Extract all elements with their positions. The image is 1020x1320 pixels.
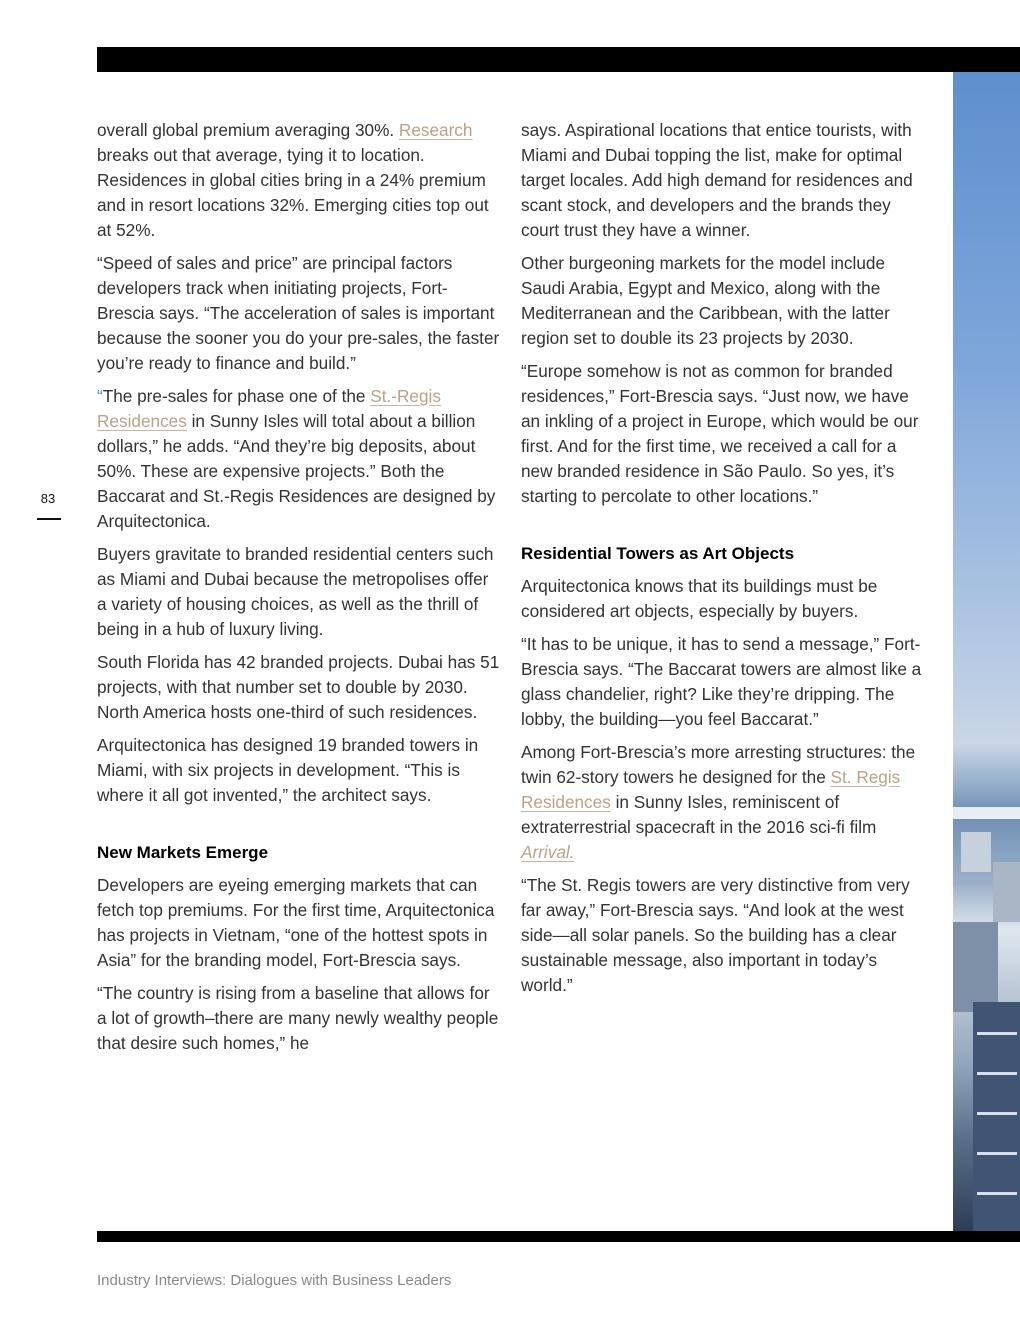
footer-publication-title: Industry Interviews: Dialogues with Business Leaders bbox=[97, 1272, 452, 1289]
section-spacer bbox=[97, 816, 502, 840]
paragraph: “Speed of sales and price” are principal factors developers track when initiating projects, Fort-Brescia says. “The acceleration of sales is important because the sooner you do your pre-sales, the faster you’re ready to finance and build.” bbox=[97, 253, 500, 373]
paragraph: “The country is rising from a baseline that allows for a lot of growth–there are many newly wealthy people that desire such homes,” he bbox=[97, 983, 499, 1053]
section-heading: Residential Towers as Art Objects bbox=[521, 544, 795, 563]
paragraph bbox=[97, 118, 502, 243]
page-number: 83 bbox=[40, 491, 56, 506]
city-skyline-photo bbox=[953, 72, 1020, 1231]
section-heading: New Markets Emerge bbox=[97, 843, 269, 862]
paragraph: Other burgeoning markets for the model include Saudi Arabia, Egypt and Mexico, along with the Mediterranean and the Caribbean, with the latter region set to double its 23 projects by 2030. bbox=[521, 253, 890, 348]
paragraph-text: in Sunny Isles, reminiscent of extraterrestrial spacecraft in the 2016 sci-fi film bbox=[521, 792, 877, 837]
paragraph: Developers are eyeing emerging markets that can fetch top premiums. For the first time, Arquitectonica has projects in Vietnam, “one of the hottest spots in Asia” for the branding model, Fort-Brescia says. bbox=[97, 875, 495, 970]
paragraph: Arquitectonica knows that its buildings must be considered art objects, especially by buyers. bbox=[521, 576, 878, 621]
paragraph: says. Aspirational locations that entice tourists, with Miami and Dubai topping the list, make for optimal target locales. Add high demand for residences and scant stock, and developers and the brands they court trust they have a winner. bbox=[521, 120, 913, 240]
paragraph: “Europe somehow is not as common for branded residences,” Fort-Brescia says. “Just now, we have an inkling of a project in Europe, which would be our first. And for the first time, we received a call for a new branded residence in São Paulo. So yes, it’s starting to percolate to other locations.” bbox=[521, 361, 919, 506]
page-number-rule bbox=[37, 518, 61, 520]
st-regis-residences-link[interactable]: St.-Regis Residences bbox=[97, 386, 441, 431]
section-spacer bbox=[521, 517, 926, 541]
paragraph-text: The pre-sales for phase one of the bbox=[102, 386, 371, 406]
left-column bbox=[97, 118, 502, 1064]
st-regis-residences-link[interactable]: St. Regis Residences bbox=[521, 767, 901, 812]
top-black-bar bbox=[97, 47, 1020, 72]
bottom-black-bar bbox=[97, 1231, 1020, 1242]
research-link[interactable]: Research bbox=[398, 120, 473, 140]
paragraph-text: breaks out that average, tying it to location. Residences in global cities bring in a 24% premium and in resort locations 32%. Emerging cities top out at 52%. bbox=[97, 145, 489, 240]
paragraph: South Florida has 42 branded projects. Dubai has 51 projects, with that number set to double by 2030. North America hosts one-third of such residences. bbox=[97, 652, 500, 722]
paragraph: “It has to be unique, it has to send a message,” Fort-Brescia says. “The Baccarat towers are almost like a glass chandelier, right? Like they’re dripping. The lobby, the building—you feel Baccarat.” bbox=[521, 634, 922, 729]
open-quote: “ bbox=[97, 386, 103, 406]
paragraph-text: in Sunny Isles will total about a billion dollars,” he adds. “And they’re big deposits, about 50%. These are expensive projects.” Both the Baccarat and St.-Regis Residences are designed by Arquitectonica. bbox=[97, 411, 496, 531]
paragraph-text: overall global premium averaging 30%. bbox=[97, 120, 399, 140]
paragraph bbox=[97, 384, 502, 534]
paragraph: Buyers gravitate to branded residential centers such as Miami and Dubai because the metropolises offer a variety of housing choices, as well as the thrill of being in a hub of luxury living. bbox=[97, 544, 494, 639]
paragraph-text: Among Fort-Brescia’s more arresting structures: the twin 62-story towers he designed for the bbox=[521, 742, 916, 787]
paragraph: Arquitectonica has designed 19 branded towers in Miami, with six projects in development. “This is where it all got invented,” the architect says. bbox=[97, 735, 479, 805]
paragraph bbox=[521, 740, 926, 865]
paragraph: “The St. Regis towers are very distinctive from very far away,” Fort-Brescia says. “And look at the west side—all solar panels. So the building has a clear sustainable message, also important in today’s world.” bbox=[521, 875, 910, 995]
arrival-film-link[interactable]: Arrival. bbox=[521, 842, 575, 862]
right-column bbox=[521, 118, 926, 1006]
